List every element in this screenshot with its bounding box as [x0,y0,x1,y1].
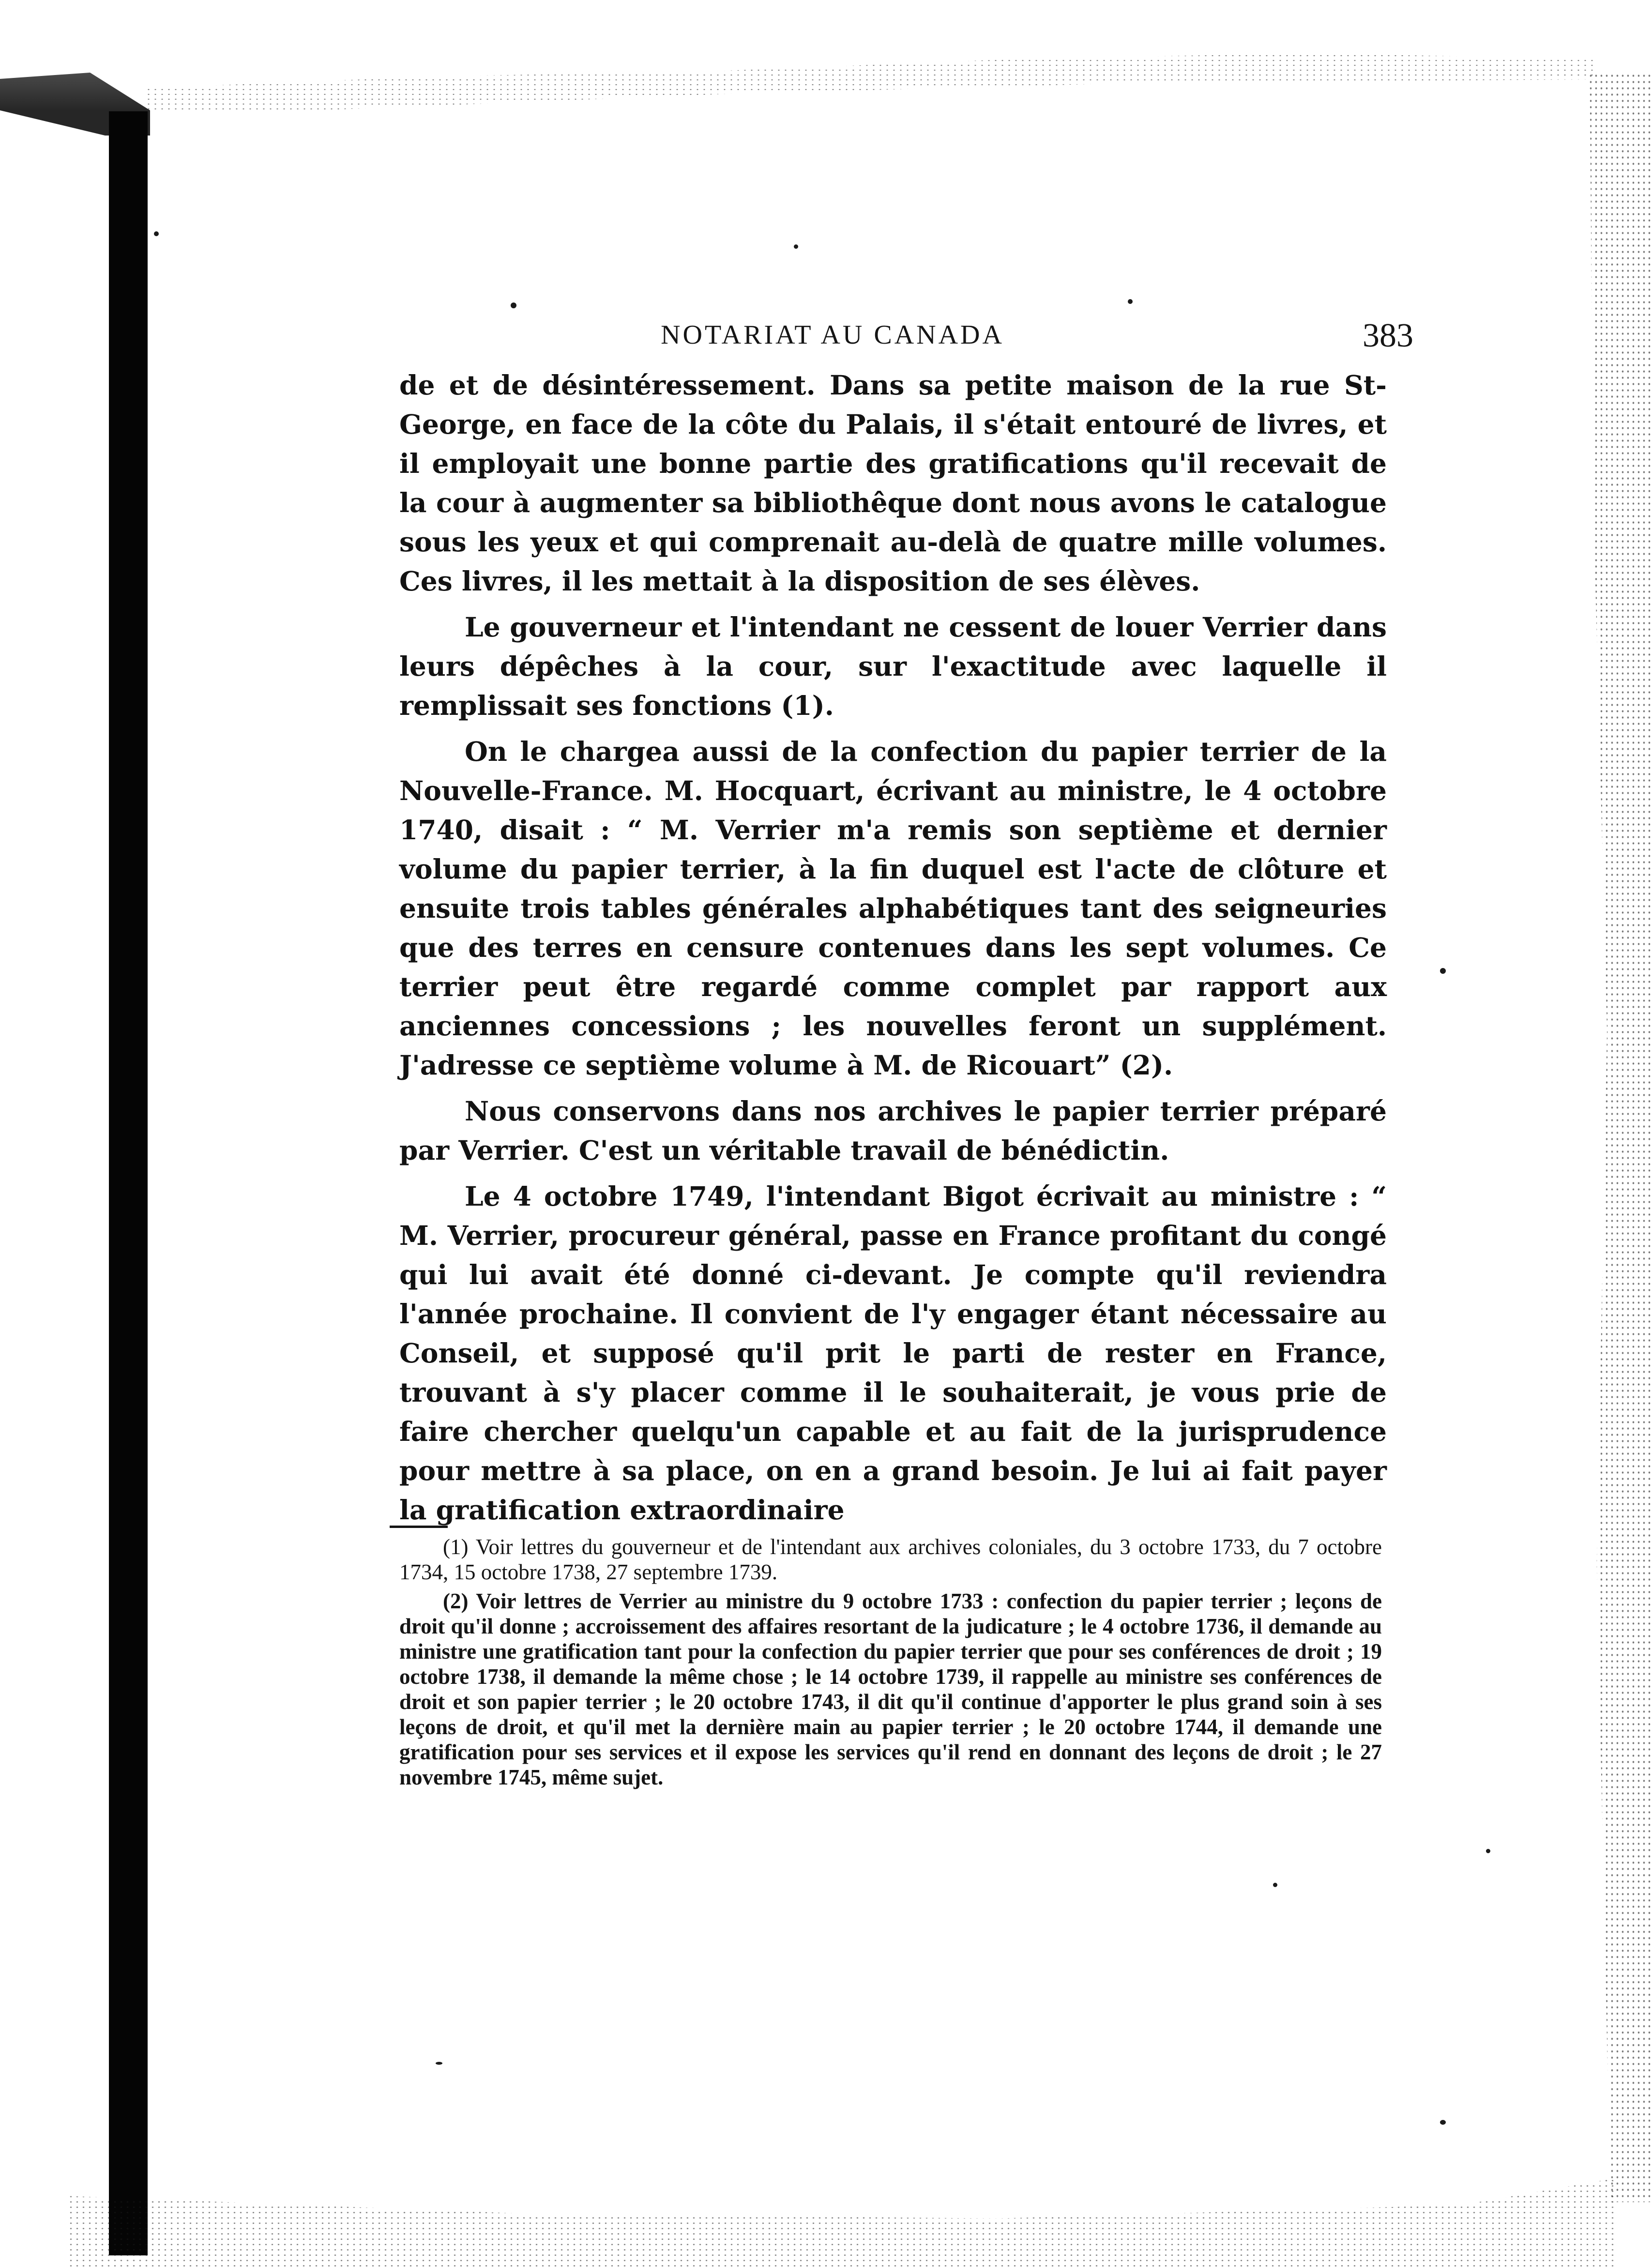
scan-noise-bottom [68,2178,1617,2268]
scan-speck [794,244,798,249]
scan-speck [1273,1883,1277,1887]
paragraph: Nous conservons dans nos archives le papier terrier préparé par Verrier. C'est un véritable travail de bénédictin. [399,1095,1387,1166]
scan-speck [154,231,159,236]
page-number: 383 [1363,317,1413,354]
footnote: (2) Voir lettres de Verrier au ministre du 9 octobre 1733 : confection du papier terrier ; leçons de droit qu'il donne ; accroissement des affaires resortant de la judicature ; le 4 octobre 1736, il demande au ministre une gratification tant pour la confection du papier terrier que pour ses conférences de droit ; 19 octobre 1738, il demande la même chose ; le 14 octobre 1739, il rappelle au ministre ses conférences de droit et son papier terrier ; le 20 octobre 1743, il dit qu'il continue d'apporter le plus grand soin à ses leçons de droit, et qu'il met la dernière main au papier terrier ; le 20 octobre 1744, il demande une gratification pour ses services et il expose les services qu'il rend en donnant des leçons de droit ; le 27 novembre 1745, même sujet. [399,1589,1382,1789]
scan-speck [436,2062,442,2065]
footnote: (1) Voir lettres du gouverneur et de l'intendant aux archives coloniales, du 3 octobre 1733, du 7 octobre 1734, 15 octobre 1738, 27 septembre 1739. [399,1535,1382,1584]
scan-speck [1440,968,1446,974]
scan-speck [511,302,516,308]
footnote-rule [390,1526,448,1528]
paragraph: Le 4 octobre 1749, l'intendant Bigot écrivait au ministre : “ M. Verrier, procureur général, passe en France profitant du congé qui lui avait été donné ci-devant. Je compte qu'il reviendra l'année prochaine. Il convient de l'y engager étant nécessaire au Conseil, et supposé qu'il prit le parti de rester en France, trouvant à s'y placer comme il le souhaiterait, je vous prie de faire chercher quelqu'un capable et au fait de la jurisprudence pour mettre à sa place, on en a grand besoin. Je lui ai fait payer la gratification extraordinaire [399,1180,1387,1526]
body-text [399,365,1387,1536]
scan-speck [1128,299,1133,304]
scan-speck [1486,1849,1490,1853]
running-head: NOTARIAT AU CANADA [661,320,1004,350]
footnotes [399,1534,1382,1794]
scan-noise-top [145,53,1597,111]
scan-speck [1440,2120,1446,2125]
scan-noise-right [1583,73,1652,2202]
binding-shadow [109,111,148,2255]
paragraph: de et de désintéressement. Dans sa petite maison de la rue St-George, en face de la côte du Palais, il s'était entouré de livres, et il employait une bonne partie des gratifications qu'il recevait de la cour à augmenter sa bibliothêque dont nous avons le catalogue sous les yeux et qui comprenait au-delà de quatre mille volumes. Ces livres, il les mettait à la disposition de ses élèves. [399,369,1387,597]
paragraph: Le gouverneur et l'intendant ne cessent de louer Verrier dans leurs dépêches à la cour, sur l'exactitude avec laquelle il remplissait ses fonctions (1). [399,611,1387,721]
page-header [397,319,1413,363]
paragraph: On le chargea aussi de la confection du papier terrier de la Nouvelle-France. M. Hocquart, écrivant au ministre, le 4 octobre 1740, disait : “ M. Verrier m'a remis son septième et dernier volume du papier terrier, à la fin duquel est l'acte de clôture et ensuite trois tables générales alphabétiques tant des seigneuries que des terres en censure contenues dans les sept volumes. Ce terrier peut être regardé comme complet par rapport aux anciennes concessions ; les nouvelles feront un supplément. J'adresse ce septième volume à M. de Ricouart” (2). [399,736,1387,1081]
